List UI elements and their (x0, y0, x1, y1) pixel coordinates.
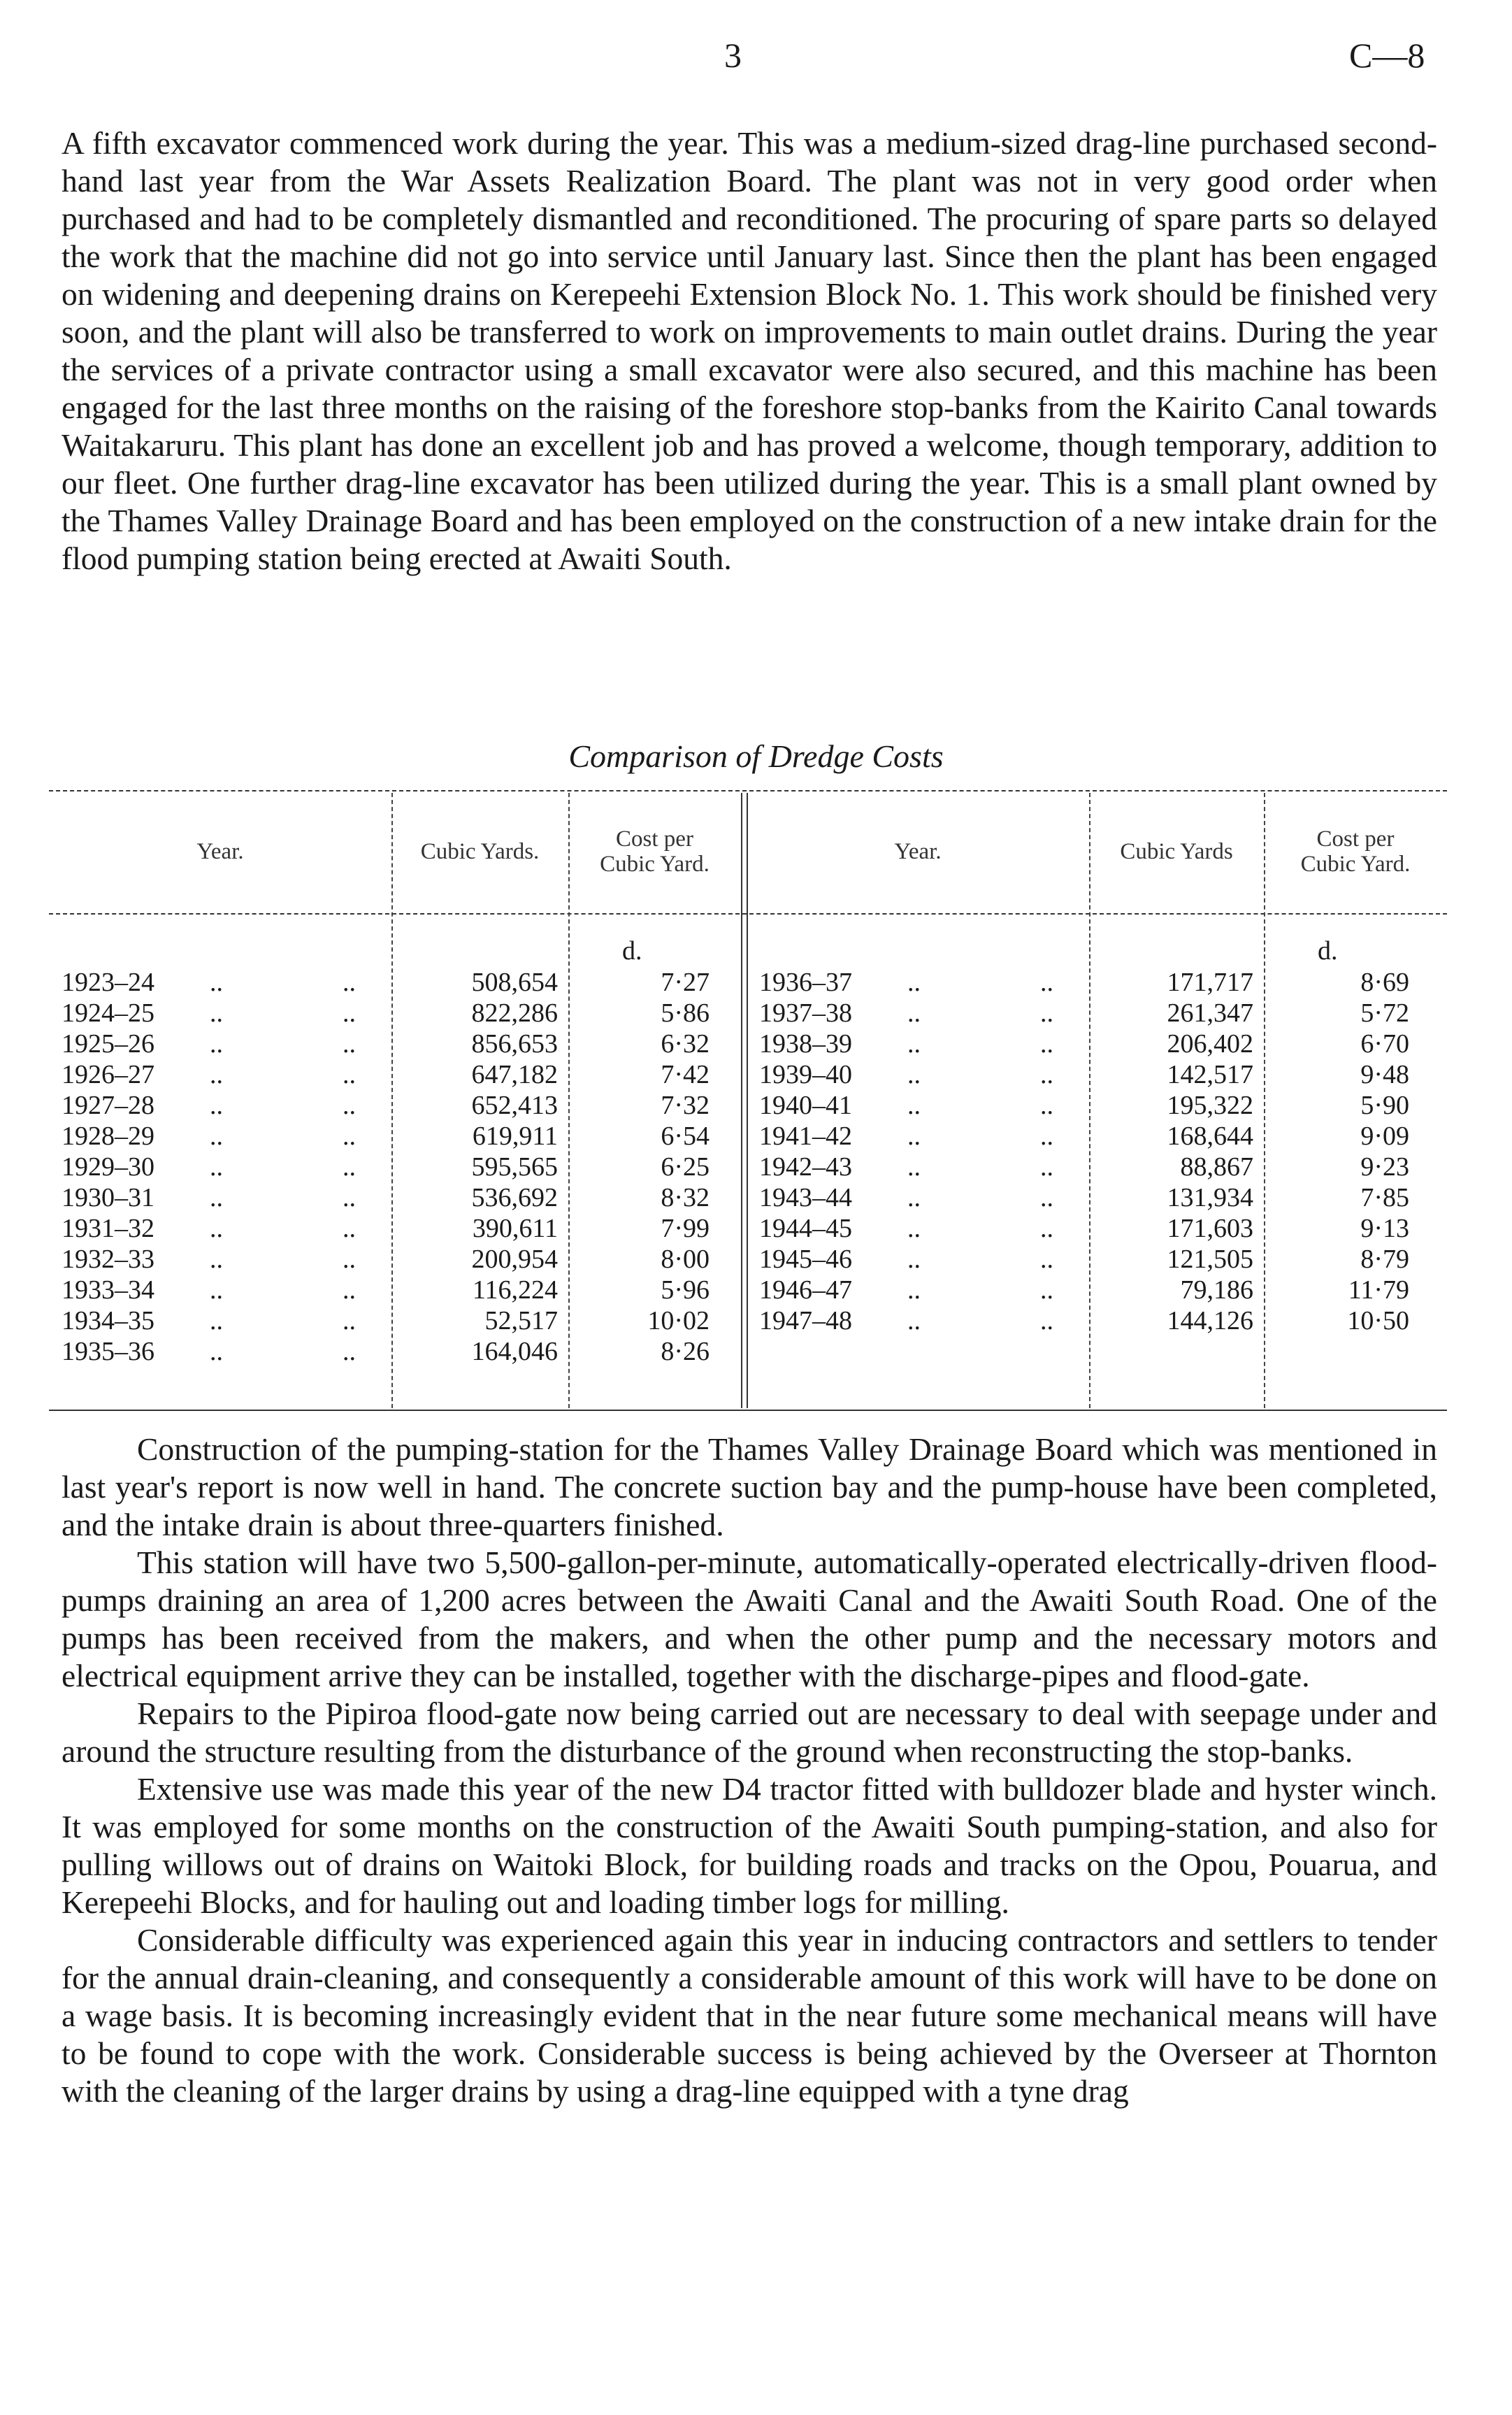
dredge-costs-table (49, 790, 1447, 1411)
table-row (747, 998, 1446, 1029)
leader-dots: .. (1040, 1245, 1053, 1274)
table-row (49, 998, 748, 1029)
cost: 10·02 (647, 1306, 710, 1335)
document-reference: C—8 (1349, 36, 1425, 75)
paragraph: Repairs to the Pipiroa flood-gate now being carried out are necessary to deal with seepage under and around the structure resulting from the disturbance of the ground when reconstructing the stop-banks. (62, 1696, 1437, 1769)
header-year: Year. (196, 839, 244, 864)
leader-dots: .. (1040, 1152, 1053, 1182)
leader-dots: .. (907, 1245, 921, 1274)
leader-dots: .. (210, 1060, 223, 1089)
year: 1947–48 (759, 1306, 852, 1335)
leader-dots: .. (210, 1152, 223, 1182)
table-bottom-rule (49, 1410, 1447, 1411)
cubic-yards: 79,186 (1180, 1275, 1253, 1305)
leader-dots: .. (343, 1183, 356, 1212)
leader-dots: .. (343, 1060, 356, 1089)
cost: 6·54 (661, 1121, 710, 1151)
table-row (49, 1090, 748, 1121)
page-number: 3 (724, 36, 742, 75)
year: 1928–29 (62, 1121, 154, 1151)
leader-dots: .. (210, 1183, 223, 1212)
header-cost-line1: Cost per (1316, 826, 1395, 852)
cubic-yards: 52,517 (484, 1306, 558, 1335)
table-row (747, 1275, 1446, 1305)
cost: 8·69 (1360, 968, 1409, 997)
year: 1924–25 (62, 998, 154, 1028)
cubic-yards: 390,611 (472, 1214, 558, 1243)
cubic-yards: 822,286 (471, 998, 558, 1028)
table-row (747, 1121, 1446, 1152)
year: 1944–45 (759, 1214, 852, 1243)
header-cubic-yards-right: Cubic Yards (1120, 839, 1233, 864)
cubic-yards: 206,402 (1167, 1029, 1253, 1059)
leader-dots: .. (343, 1214, 356, 1243)
cost: 7·99 (661, 1214, 710, 1243)
cost: 7·85 (1360, 1183, 1409, 1212)
cubic-yards: 595,565 (471, 1152, 558, 1182)
cost: 9·48 (1360, 1060, 1409, 1089)
leader-dots: .. (907, 1183, 921, 1212)
cost: 8·00 (661, 1245, 710, 1274)
leader-dots: .. (1040, 1091, 1053, 1120)
leader-dots: .. (907, 1091, 921, 1120)
table-caption: Comparison of Dredge Costs (568, 738, 944, 774)
cost: 8·26 (661, 1337, 710, 1366)
year: 1925–26 (62, 1029, 154, 1059)
header-cost-right (1264, 826, 1447, 877)
table-row (747, 1305, 1446, 1336)
table-row (49, 967, 748, 998)
year: 1923–24 (62, 968, 154, 997)
table-top-rule (49, 790, 1447, 791)
body-text-bottom (62, 1431, 1437, 2110)
leader-dots: .. (210, 1306, 223, 1335)
leader-dots: .. (343, 1091, 356, 1120)
year: 1926–27 (62, 1060, 154, 1089)
year: 1940–41 (759, 1091, 852, 1120)
leader-dots: .. (343, 1275, 356, 1305)
table-row (747, 1244, 1446, 1275)
leader-dots: .. (907, 1275, 921, 1305)
year: 1946–47 (759, 1275, 852, 1305)
header-cost-line2: Cubic Yard. (1300, 852, 1411, 877)
leader-dots: .. (343, 998, 356, 1028)
table-row (747, 967, 1446, 998)
table-row (49, 1213, 748, 1244)
year: 1936–37 (759, 968, 852, 997)
cubic-yards: 261,347 (1167, 998, 1253, 1028)
cost: 9·13 (1360, 1214, 1409, 1243)
cubic-yards: 164,046 (471, 1337, 558, 1366)
leader-dots: .. (210, 1275, 223, 1305)
cost: 7·32 (661, 1091, 710, 1120)
table-row (747, 1090, 1446, 1121)
cubic-yards: 116,224 (472, 1275, 558, 1305)
year: 1941–42 (759, 1121, 852, 1151)
leader-dots: .. (907, 1152, 921, 1182)
leader-dots: .. (210, 1245, 223, 1274)
cubic-yards: 536,692 (471, 1183, 558, 1212)
year: 1929–30 (62, 1152, 154, 1182)
leader-dots: .. (343, 1245, 356, 1274)
cost: 6·25 (661, 1152, 710, 1182)
year: 1927–28 (62, 1091, 154, 1120)
year: 1934–35 (62, 1306, 154, 1335)
year: 1935–36 (62, 1337, 154, 1366)
leader-dots: .. (1040, 1214, 1053, 1243)
cubic-yards: 171,717 (1167, 968, 1253, 997)
cubic-yards: 200,954 (471, 1245, 558, 1274)
header-year-right: Year. (894, 839, 942, 864)
header-rule (49, 913, 1447, 915)
leader-dots: .. (1040, 1183, 1053, 1212)
cubic-yards: 168,644 (1167, 1121, 1253, 1151)
leader-dots: .. (210, 998, 223, 1028)
body-text-top (62, 124, 1437, 578)
leader-dots: .. (1040, 1306, 1053, 1335)
cubic-yards: 142,517 (1167, 1060, 1253, 1089)
cubic-yards: 856,653 (471, 1029, 558, 1059)
cost: 11·79 (1348, 1275, 1409, 1305)
table-row (49, 1029, 748, 1059)
year: 1930–31 (62, 1183, 154, 1212)
cost: 8·79 (1360, 1245, 1409, 1274)
cubic-yards: 171,603 (1167, 1214, 1253, 1243)
leader-dots: .. (343, 1152, 356, 1182)
leader-dots: .. (343, 1306, 356, 1335)
cubic-yards: 652,413 (471, 1091, 558, 1120)
leader-dots: .. (1040, 1029, 1053, 1059)
year: 1933–34 (62, 1275, 154, 1305)
header-cost-line2: Cubic Yard. (600, 852, 710, 877)
cost: 7·27 (661, 968, 710, 997)
table-row (49, 1305, 748, 1336)
cost: 8·32 (661, 1183, 710, 1212)
leader-dots: .. (907, 1214, 921, 1243)
leader-dots: .. (210, 968, 223, 997)
cost: 10·50 (1347, 1306, 1409, 1335)
year: 1943–44 (759, 1183, 852, 1212)
leader-dots: .. (210, 1121, 223, 1151)
table-row (49, 1244, 748, 1275)
cubic-yards: 88,867 (1180, 1152, 1253, 1182)
paragraph: This station will have two 5,500-gallon-per-minute, automatically-operated electrically-driven flood-pumps draining an area of 1,200 acres between the Awaiti Canal and the Awaiti South Road. One of the pumps has been received from the makers, and when the other pump and the necessary motors and electrical equipment arrive they can be installed, together with the discharge-pipes and flood-gate. (62, 1545, 1437, 1693)
leader-dots: .. (907, 1306, 921, 1335)
paragraph: A fifth excavator commenced work during the year. This was a medium-sized drag-line purchased second-hand last year from the War Assets Realization Board. The plant was not in very good order when purchased and had to be completely dismantled and reconditioned. The procuring of spare parts so delayed the work that the machine did not go into service until January last. Since then the plant has been engaged on widening and deepening drains on Kerepeehi Extension Block No. 1. This work should be finished very soon, and the plant will also be transferred to work on improvements to main outlet drains. During the year the services of a private contractor using a small excavator were also secured, and this machine has been engaged for the last three months on the raising of the foreshore stop-banks from the Kairito Canal towards Waitakaruru. This plant has done an excellent job and has proved a welcome, though temporary, addition to our fleet. One further drag-line excavator has been utilized during the year. This is a small plant owned by the Thames Valley Drainage Board and has been employed on the construction of a new intake drain for the flood pumping station being erected at Awaiti South. (62, 125, 1437, 576)
leader-dots: .. (210, 1214, 223, 1243)
leader-dots: .. (343, 1029, 356, 1059)
cubic-yards: 121,505 (1167, 1245, 1253, 1274)
leader-dots: .. (907, 1060, 921, 1089)
year: 1942–43 (759, 1152, 852, 1182)
cost: 9·23 (1360, 1152, 1409, 1182)
leader-dots: .. (907, 1121, 921, 1151)
cost: 5·90 (1360, 1091, 1409, 1120)
header-cost (568, 826, 741, 877)
cubic-yards: 195,322 (1167, 1091, 1253, 1120)
cost: 9·09 (1360, 1121, 1409, 1151)
cost: 7·42 (661, 1060, 710, 1089)
cost: 5·72 (1360, 998, 1409, 1028)
leader-dots: .. (210, 1091, 223, 1120)
leader-dots: .. (1040, 1060, 1053, 1089)
table-row (49, 1059, 748, 1090)
leader-dots: .. (907, 968, 921, 997)
table-row (747, 1182, 1446, 1213)
unit-pence-right: d. (1318, 936, 1338, 966)
cost: 5·96 (661, 1275, 710, 1305)
cost: 6·70 (1360, 1029, 1409, 1059)
cost: 6·32 (661, 1029, 710, 1059)
leader-dots: .. (210, 1029, 223, 1059)
header-cubic-yards: Cubic Yards. (420, 839, 540, 864)
cubic-yards: 131,934 (1167, 1183, 1253, 1212)
paragraph: Considerable difficulty was experienced again this year in inducing contractors and settlers to tender for the annual drain-cleaning, and consequently a considerable amount of this work will have to be done on a wage basis. It is becoming increasingly evident that in the near future some mechanical means will have to be found to cope with the work. Considerable success is being achieved by the Overseer at Thornton with the cleaning of the larger drains by using a drag-line equipped with a tyne drag (62, 1922, 1437, 2109)
paragraph: Construction of the pumping-station for the Thames Valley Drainage Board which was mentioned in last year's report is now well in hand. The concrete suction bay and the pump-house have been completed, and the intake drain is about three-quarters finished. (62, 1431, 1437, 1542)
cubic-yards: 144,126 (1167, 1306, 1253, 1335)
cubic-yards: 619,911 (472, 1121, 558, 1151)
table-row (747, 1213, 1446, 1244)
leader-dots: .. (343, 1337, 356, 1366)
table-row (747, 1059, 1446, 1090)
leader-dots: .. (1040, 1121, 1053, 1151)
year: 1945–46 (759, 1245, 852, 1274)
unit-pence: d. (622, 936, 642, 966)
paragraph: Extensive use was made this year of the new D4 tractor fitted with bulldozer blade and hyster winch. It was employed for some months on the construction of the Awaiti South pumping-station, and also for pulling willows out of drains on Waitoki Block, for building roads and tracks on the Opou, Pouarua, and Kerepeehi Blocks, and for hauling out and loading timber logs for milling. (62, 1771, 1437, 1920)
year: 1937–38 (759, 998, 852, 1028)
year: 1932–33 (62, 1245, 154, 1274)
leader-dots: .. (907, 1029, 921, 1059)
leader-dots: .. (343, 1121, 356, 1151)
year: 1931–32 (62, 1214, 154, 1243)
table-row (747, 1152, 1446, 1182)
cubic-yards: 508,654 (471, 968, 558, 997)
year: 1938–39 (759, 1029, 852, 1059)
leader-dots: .. (210, 1337, 223, 1366)
table-row (747, 1029, 1446, 1059)
leader-dots: .. (1040, 998, 1053, 1028)
year: 1939–40 (759, 1060, 852, 1089)
leader-dots: .. (907, 998, 921, 1028)
leader-dots: .. (343, 968, 356, 997)
table-row (49, 1336, 748, 1367)
table-row (49, 1182, 748, 1213)
table-row (49, 1152, 748, 1182)
table-row (49, 1121, 748, 1152)
header-cost-line1: Cost per (616, 826, 693, 852)
table-row (49, 1275, 748, 1305)
cost: 5·86 (661, 998, 710, 1028)
leader-dots: .. (1040, 968, 1053, 997)
cubic-yards: 647,182 (471, 1060, 558, 1089)
leader-dots: .. (1040, 1275, 1053, 1305)
